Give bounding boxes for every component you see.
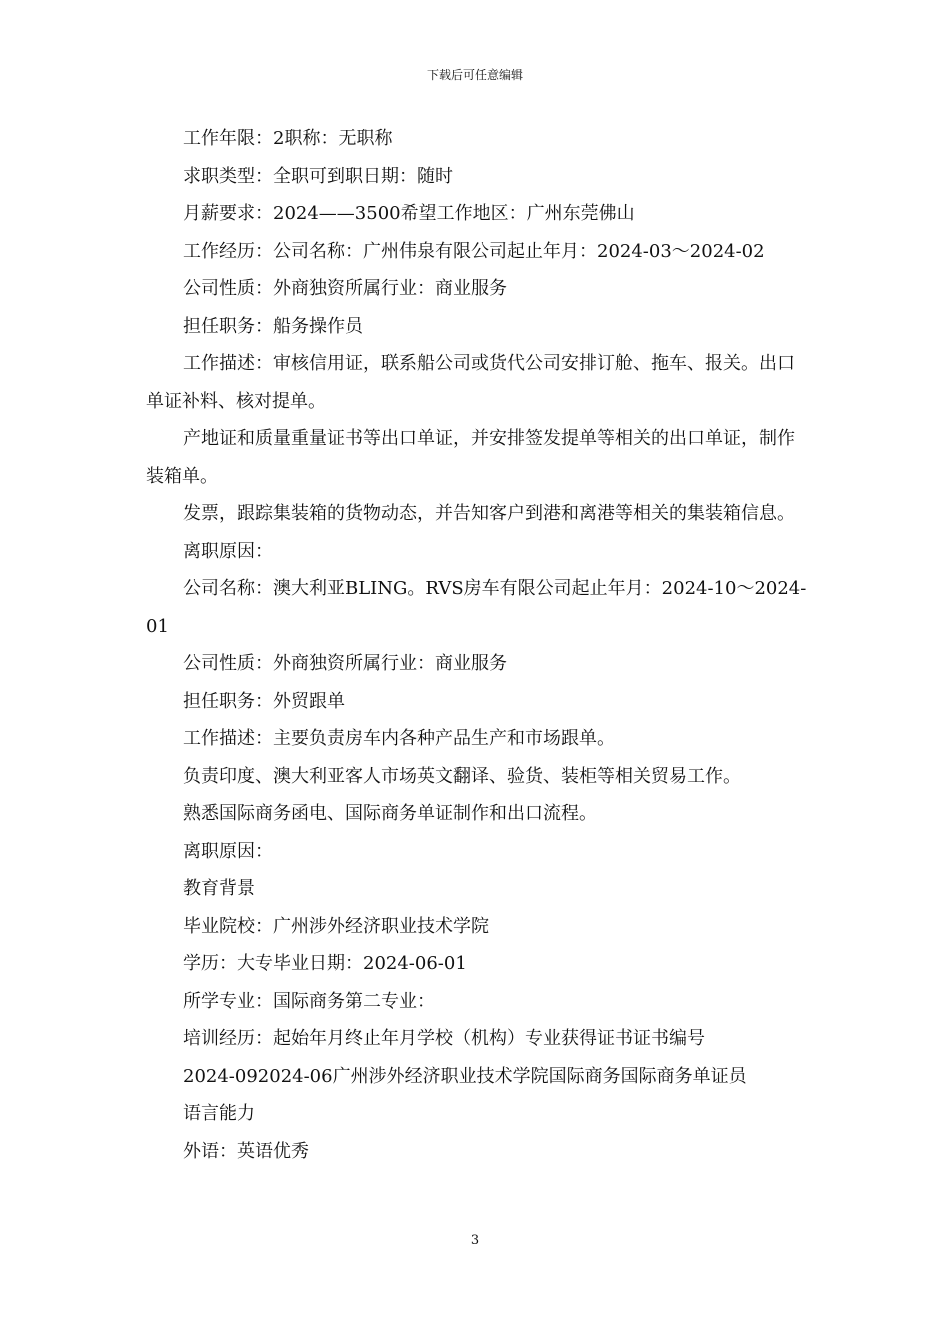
paragraph-work-years: 工作年限：2职称：无职称	[183, 128, 393, 149]
paragraph-experience-company-1: 工作经历：公司名称：广州伟泉有限公司起止年月：2024-03～2024-02	[183, 240, 765, 262]
paragraph-training-entry: 2024-092024-06广州涉外经济职业技术学院国际商务国际商务单证员	[183, 1065, 747, 1087]
page-footer	[0, 1233, 950, 1249]
paragraph-training-header: 培训经历：起始年月终止年月学校（机构）专业获得证书证书编号	[183, 1028, 705, 1049]
page-header	[0, 67, 950, 83]
header-note: 下载后可任意编辑	[426, 68, 523, 82]
paragraph-job-description-2b: 负责印度、澳大利亚客人市场英文翻译、验货、装柜等相关贸易工作。	[183, 765, 741, 787]
paragraph-school: 毕业院校：广州涉外经济职业技术学院	[183, 915, 489, 937]
section-heading-language: 语言能力	[183, 1103, 255, 1124]
paragraph-salary: 月薪要求：2024——3500希望工作地区：广州东莞佛山	[183, 203, 635, 224]
paragraph-job-description-1b: 产地证和质量重量证书等出口单证，并安排签发提单等相关的出口单证，制作装箱单。	[146, 428, 795, 487]
section-heading-education: 教育背景	[183, 878, 255, 899]
paragraph-position-1: 担任职务：船务操作员	[183, 315, 363, 337]
page-number: 3	[470, 1233, 480, 1248]
paragraph-job-description-2: 工作描述：主要负责房车内各种产品生产和市场跟单。	[183, 728, 615, 749]
document-body	[146, 120, 810, 1170]
paragraph-company-nature-2: 公司性质：外商独资所属行业：商业服务	[183, 653, 507, 674]
paragraph-job-description-1c: 发票，跟踪集装箱的货物动态，并告知客户到港和离港等相关的集装箱信息。	[183, 503, 795, 524]
paragraph-leave-reason-1: 离职原因：	[183, 540, 273, 562]
paragraph-job-type: 求职类型：全职可到职日期：随时	[183, 165, 453, 187]
paragraph-degree: 学历：大专毕业日期：2024-06-01	[183, 953, 467, 974]
paragraph-job-description-1: 工作描述：审核信用证，联系船公司或货代公司安排订舱、拖车、报关。出口单证补料、核对提单。	[146, 353, 795, 412]
paragraph-major: 所学专业：国际商务第二专业：	[183, 990, 435, 1012]
paragraph-leave-reason-2: 离职原因：	[183, 840, 273, 862]
paragraph-company-nature-1: 公司性质：外商独资所属行业：商业服务	[183, 278, 507, 299]
paragraph-job-description-2c: 熟悉国际商务函电、国际商务单证制作和出口流程。	[183, 803, 597, 824]
paragraph-foreign-language: 外语：英语优秀	[183, 1140, 309, 1162]
paragraph-company-2: 公司名称：澳大利亚BLING。RVS房车有限公司起止年月：2024-10～2024-01	[146, 578, 807, 637]
paragraph-position-2: 担任职务：外贸跟单	[183, 690, 345, 712]
